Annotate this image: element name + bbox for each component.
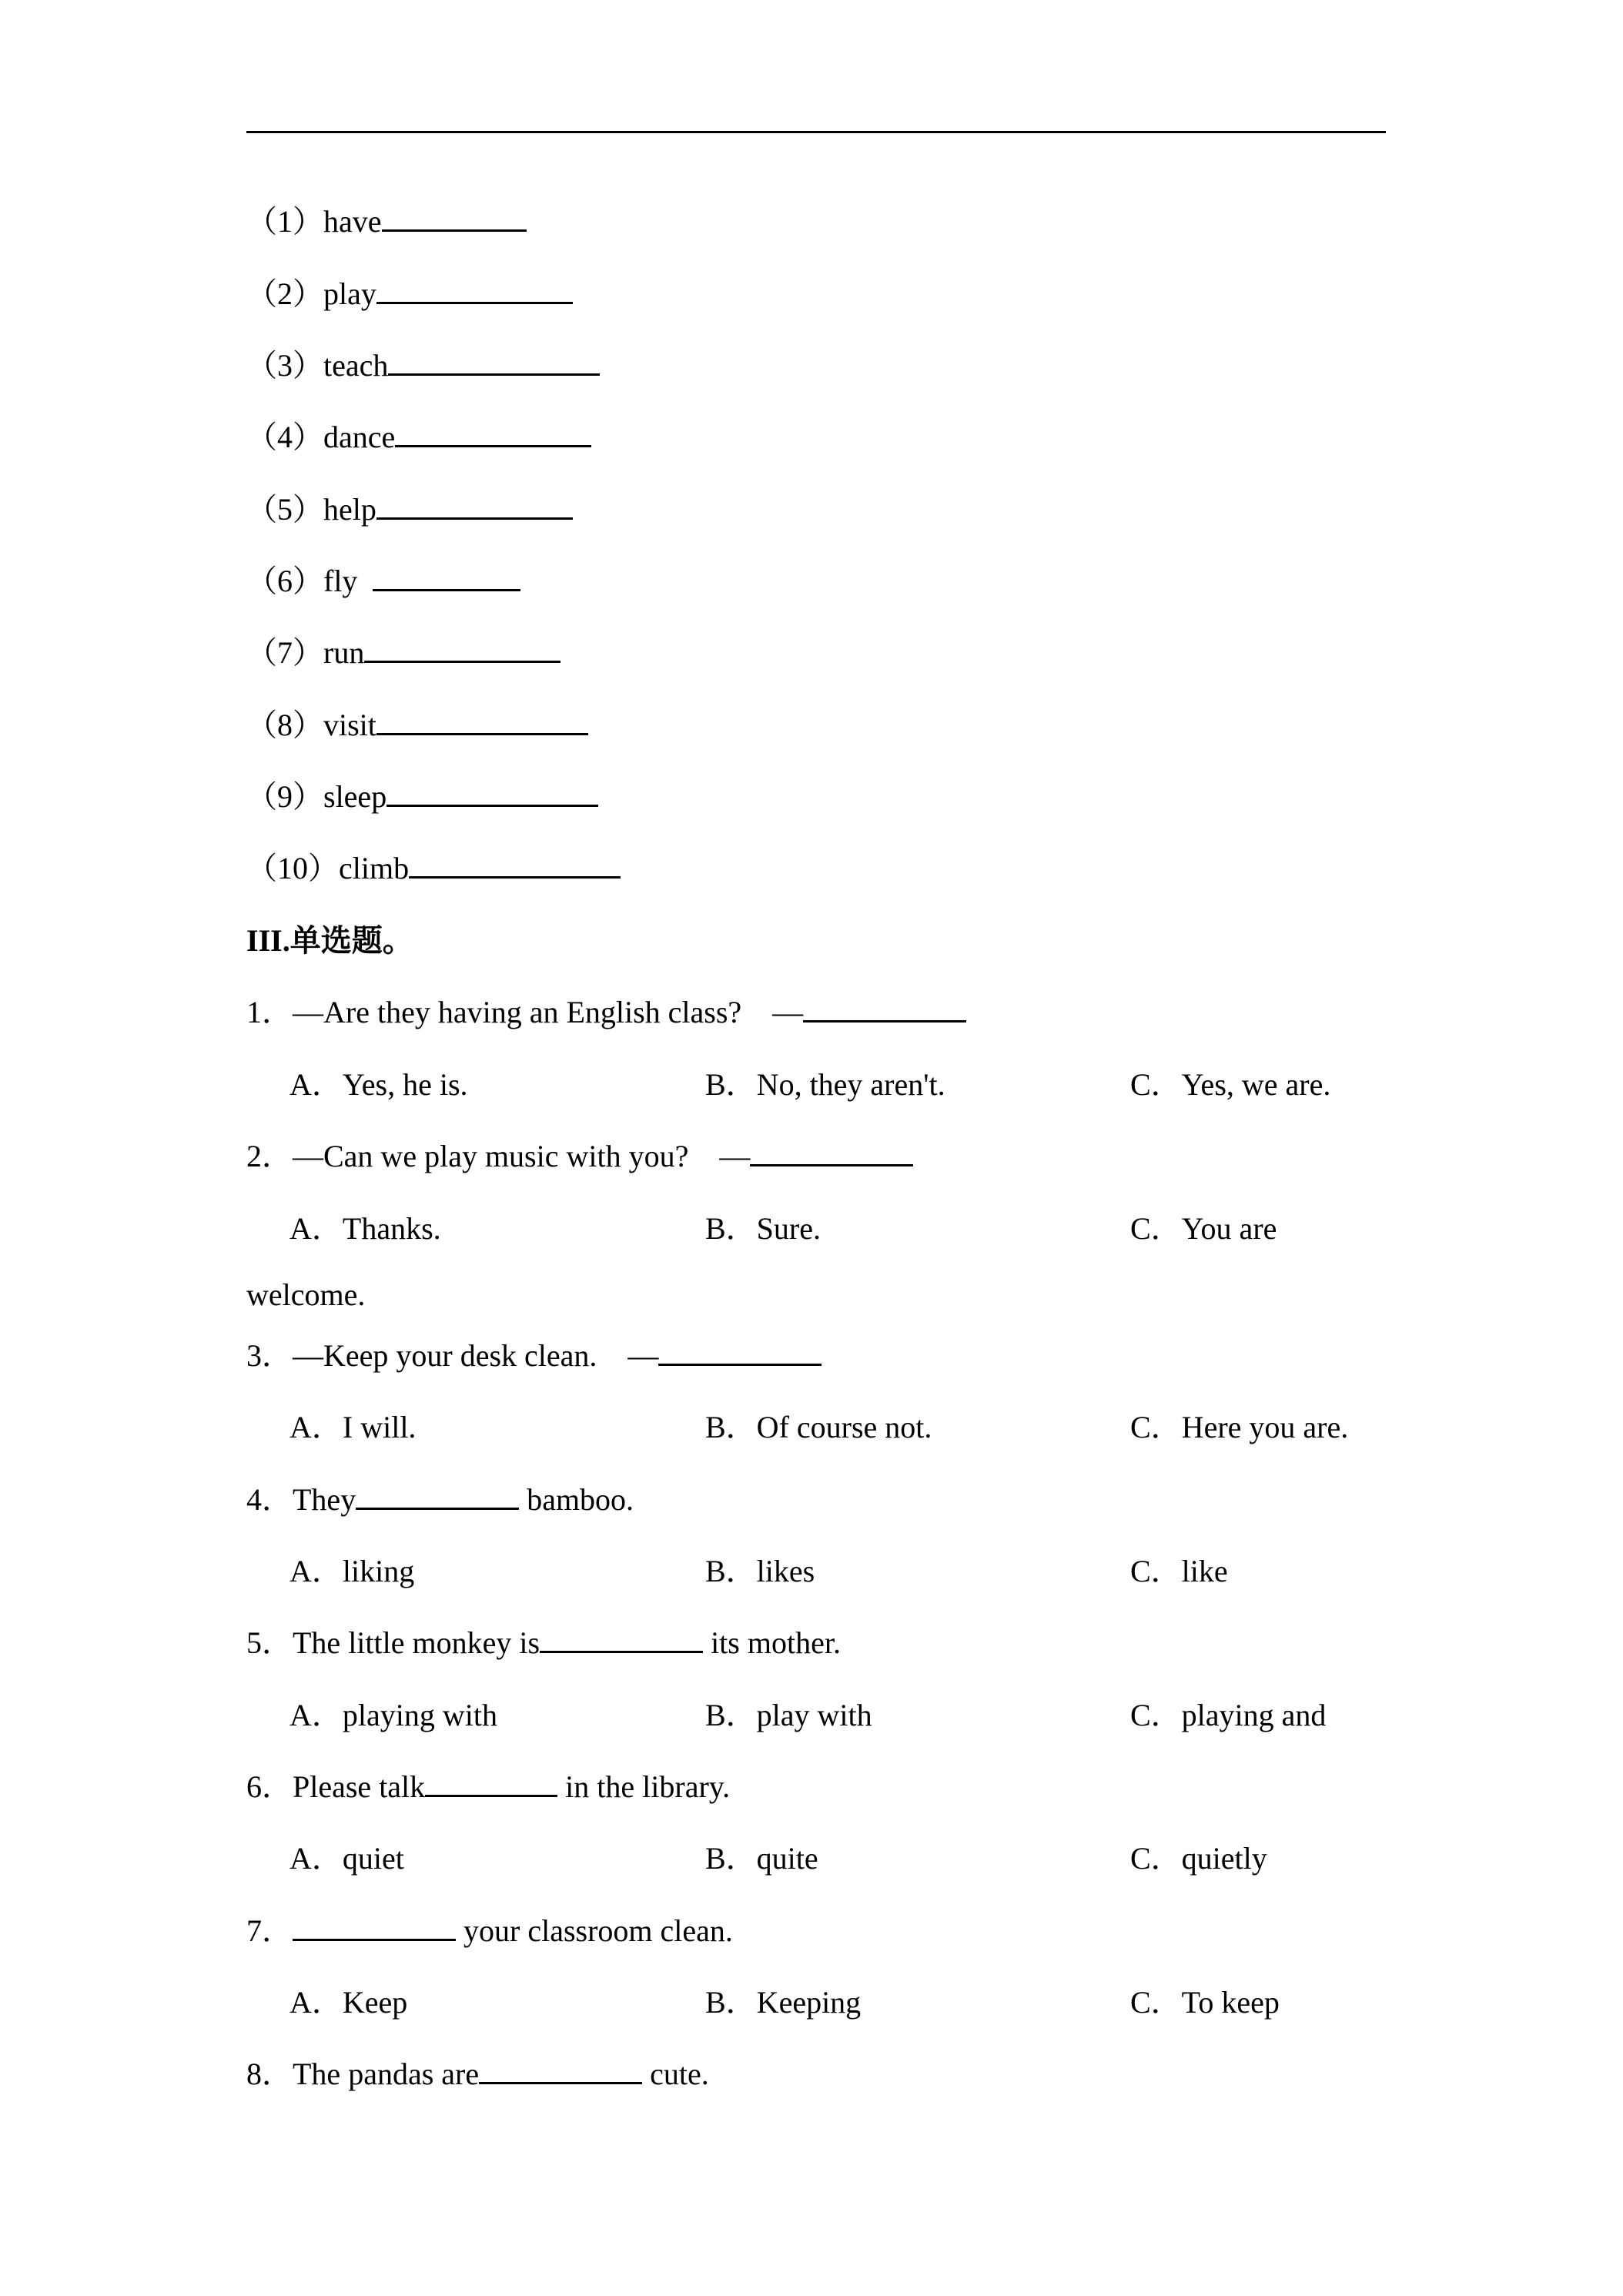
item-number: （8） [246,708,323,742]
option-c[interactable]: C．You are [1130,1211,1277,1246]
question-2 [246,1136,913,1176]
question-3 [246,1336,822,1376]
question-text: Please talk [293,1769,426,1804]
item-word: dance [323,420,396,454]
question-1 [246,992,966,1033]
option-a[interactable]: A．playing with [289,1698,497,1732]
word-item-9 [246,777,598,817]
answer-blank[interactable] [356,1480,519,1510]
answer-blank[interactable] [293,1911,456,1941]
option-a[interactable]: A．Keep [289,1985,408,2020]
header-rule [246,131,1386,133]
item-word: climb [339,851,410,885]
item-word: have [323,204,382,239]
question-text-after: its mother. [703,1625,841,1660]
answer-blank[interactable] [803,992,966,1022]
question-text-after: bamboo. [519,1482,634,1517]
answer-blank[interactable] [376,490,573,520]
question-text-after: cute. [642,2057,709,2091]
option-c[interactable]: C．Yes, we are. [1130,1067,1331,1102]
option-b[interactable]: B．quite [705,1841,818,1876]
option-a[interactable]: A．I will. [289,1410,417,1444]
question-4 [246,1480,634,1520]
option-c[interactable]: C．like [1130,1554,1228,1588]
question-number: 2． [246,1139,293,1173]
item-word: teach [323,348,389,383]
question-number: 1． [246,995,293,1029]
word-item-5 [246,490,573,530]
item-number: （3） [246,348,323,383]
question-number: 6． [246,1769,293,1804]
answer-blank[interactable] [373,561,520,591]
answer-blank[interactable] [387,777,598,807]
question-text-after: your classroom clean. [456,1913,733,1948]
option-b[interactable]: B．likes [705,1554,815,1588]
question-text: —Can we play music with you? — [293,1139,751,1173]
option-b[interactable]: B．Keeping [705,1985,862,2020]
item-word: visit [323,708,376,742]
item-word: fly [323,564,358,598]
option-b[interactable]: B．No, they aren't. [705,1067,945,1102]
word-item-7 [246,633,561,673]
option-b[interactable]: B．Of course not. [705,1410,932,1444]
option-c[interactable]: C．quietly [1130,1841,1267,1876]
answer-blank[interactable] [376,274,573,304]
word-item-8 [246,705,588,745]
question-number: 7． [246,1913,293,1948]
item-number: （1） [246,204,323,239]
item-number: （6） [246,564,323,598]
answer-blank[interactable] [750,1136,913,1166]
word-item-6 [246,561,520,601]
question-text: —Keep your desk clean. — [293,1338,659,1373]
question-text: The little monkey is [293,1625,540,1660]
question-7 [246,1911,733,1951]
word-item-4 [246,417,591,457]
option-a[interactable]: A．liking [289,1554,415,1588]
answer-blank[interactable] [388,346,600,376]
answer-blank[interactable] [395,417,591,447]
item-number: （10） [246,851,339,885]
option-a[interactable]: A．quiet [289,1841,404,1876]
item-word: play [323,276,376,311]
question-text: They [293,1482,356,1517]
option-c-continuation: welcome. [246,1277,366,1312]
section-number: III. [246,923,290,958]
question-5 [246,1623,841,1663]
section-title: 单选题。 [289,923,413,959]
option-c[interactable]: C．To keep [1130,1985,1280,2020]
option-b[interactable]: B．Sure. [705,1211,821,1246]
answer-blank[interactable] [425,1767,557,1797]
answer-blank[interactable] [409,848,621,879]
option-a[interactable]: A．Thanks. [289,1211,441,1246]
question-8 [246,2054,709,2094]
question-number: 8． [246,2057,293,2091]
question-text: —Are they having an English class? — [293,995,804,1029]
item-number: （2） [246,276,323,311]
answer-blank[interactable] [376,705,588,735]
answer-blank[interactable] [658,1336,822,1366]
word-item-1 [246,202,527,242]
question-text: The pandas are [293,2057,480,2091]
item-number: （9） [246,779,323,814]
option-a[interactable]: A．Yes, he is. [289,1067,468,1102]
answer-blank[interactable] [382,202,527,232]
question-number: 5． [246,1625,293,1660]
item-word: sleep [323,779,387,814]
option-c[interactable]: C．Here you are. [1130,1410,1349,1444]
answer-blank[interactable] [364,633,561,663]
word-item-10 [246,848,621,889]
word-item-3 [246,346,600,386]
option-b[interactable]: B．play with [705,1698,872,1732]
answer-blank[interactable] [479,2054,642,2084]
word-item-2 [246,274,573,314]
question-number: 4． [246,1482,293,1517]
item-word: help [323,492,376,527]
option-c[interactable]: C．playing and [1130,1698,1327,1732]
item-number: （7） [246,635,323,670]
question-text-after: in the library. [557,1769,731,1804]
question-number: 3． [246,1338,293,1373]
item-number: （5） [246,492,323,527]
item-number: （4） [246,420,323,454]
item-word: run [323,635,365,670]
question-6 [246,1767,730,1807]
answer-blank[interactable] [540,1623,703,1653]
section-heading [246,921,413,961]
